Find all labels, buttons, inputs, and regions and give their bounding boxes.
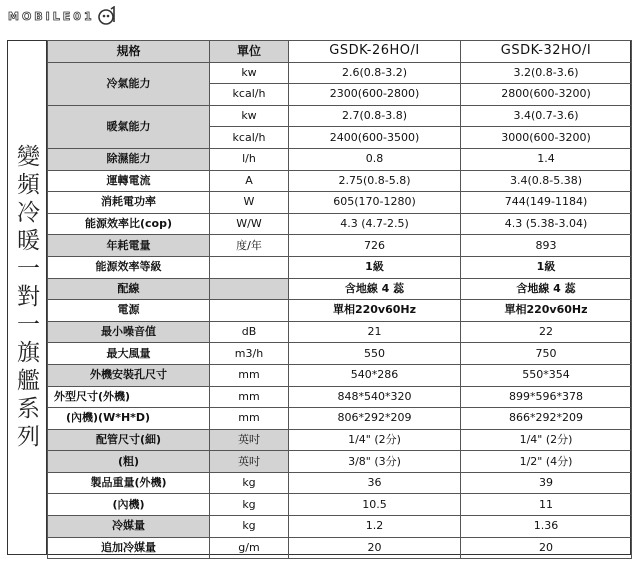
row-unit: W/W xyxy=(210,213,289,235)
value-model-a: 605(170-1280) xyxy=(289,192,461,214)
row-label: 能源效率比(cop) xyxy=(48,213,210,235)
table-header-row xyxy=(48,41,632,63)
row-unit: 度/年 xyxy=(210,235,289,257)
row-label: 除濕能力 xyxy=(48,148,210,170)
value-model-b: 744(149-1184) xyxy=(461,192,632,214)
watermark-text: MOBILE01 xyxy=(8,9,95,23)
value-model-a: 1.2 xyxy=(289,516,461,538)
value-model-b: 1級 xyxy=(461,256,632,278)
table-row xyxy=(48,429,632,451)
row-label: 年耗電量 xyxy=(48,235,210,257)
row-label: 外型尺寸(外機) xyxy=(48,386,210,408)
value-model-b: 20 xyxy=(461,537,632,559)
table-row xyxy=(48,537,632,559)
table-row xyxy=(48,192,632,214)
row-label: 電源 xyxy=(48,300,210,322)
header-model-a: GSDK-26HO/I xyxy=(289,41,461,63)
row-unit: kg xyxy=(210,516,289,538)
value-model-b: 39 xyxy=(461,472,632,494)
value-model-b: 3000(600-3200) xyxy=(461,127,632,149)
value-model-b: 1.4 xyxy=(461,148,632,170)
row-unit xyxy=(210,278,289,300)
series-title xyxy=(7,40,47,555)
table-row xyxy=(48,364,632,386)
row-unit: dB xyxy=(210,321,289,343)
row-label: (內機)(W*H*D) xyxy=(48,408,210,430)
row-label: (內機) xyxy=(48,494,210,516)
row-label: 製品重量(外機) xyxy=(48,472,210,494)
row-unit: kw xyxy=(210,105,289,127)
value-model-b: 1/4" (2分) xyxy=(461,429,632,451)
value-model-b: 3.4(0.8-5.38) xyxy=(461,170,632,192)
table-row xyxy=(48,235,632,257)
value-model-a: 2.7(0.8-3.8) xyxy=(289,105,461,127)
table-row xyxy=(48,170,632,192)
row-label: (粗) xyxy=(48,451,210,473)
value-model-a: 3/8" (3分) xyxy=(289,451,461,473)
table-row xyxy=(48,105,632,127)
row-label: 配管尺寸(細) xyxy=(48,429,210,451)
value-model-b: 2800(600-3200) xyxy=(461,84,632,106)
value-model-a: 含地線 4 蕊 xyxy=(289,278,461,300)
value-model-b: 1/2" (4分) xyxy=(461,451,632,473)
value-model-b: 1.36 xyxy=(461,516,632,538)
row-unit: kcal/h xyxy=(210,84,289,106)
row-unit: m3/h xyxy=(210,343,289,365)
value-model-a: 1/4" (2分) xyxy=(289,429,461,451)
value-model-a: 806*292*209 xyxy=(289,408,461,430)
table-row xyxy=(48,148,632,170)
row-label: 外機安裝孔尺寸 xyxy=(48,364,210,386)
value-model-b: 893 xyxy=(461,235,632,257)
value-model-b: 550*354 xyxy=(461,364,632,386)
table-row xyxy=(48,516,632,538)
row-unit: mm xyxy=(210,408,289,430)
row-unit: kcal/h xyxy=(210,127,289,149)
table-row xyxy=(48,494,632,516)
table-row xyxy=(48,408,632,430)
value-model-a: 36 xyxy=(289,472,461,494)
row-label: 能源效率等級 xyxy=(48,256,210,278)
row-unit: mm xyxy=(210,364,289,386)
row-unit: g/m xyxy=(210,537,289,559)
row-unit: A xyxy=(210,170,289,192)
table-row xyxy=(48,256,632,278)
value-model-b: 22 xyxy=(461,321,632,343)
row-unit: kg xyxy=(210,494,289,516)
row-unit xyxy=(210,300,289,322)
value-model-a: 單相220v60Hz xyxy=(289,300,461,322)
table-row xyxy=(48,300,632,322)
value-model-b: 3.4(0.7-3.6) xyxy=(461,105,632,127)
value-model-b: 866*292*209 xyxy=(461,408,632,430)
value-model-a: 0.8 xyxy=(289,148,461,170)
series-title-text: 變頻冷暖一對一旗艦系列 xyxy=(13,143,39,452)
value-model-a: 2.6(0.8-3.2) xyxy=(289,62,461,84)
row-unit: W xyxy=(210,192,289,214)
value-model-b: 3.2(0.8-3.6) xyxy=(461,62,632,84)
value-model-b: 單相220v60Hz xyxy=(461,300,632,322)
value-model-a: 10.5 xyxy=(289,494,461,516)
row-label: 冷氣能力 xyxy=(48,62,210,105)
row-label: 追加冷媒量 xyxy=(48,537,210,559)
row-label: 最大風量 xyxy=(48,343,210,365)
value-model-b: 含地線 4 蕊 xyxy=(461,278,632,300)
watermark xyxy=(8,6,117,26)
table-row xyxy=(48,213,632,235)
row-unit: mm xyxy=(210,386,289,408)
table-row xyxy=(48,343,632,365)
table-row xyxy=(48,278,632,300)
table-row xyxy=(48,472,632,494)
row-unit: kw xyxy=(210,62,289,84)
value-model-a: 2400(600-3500) xyxy=(289,127,461,149)
value-model-a: 1級 xyxy=(289,256,461,278)
row-unit: 英吋 xyxy=(210,451,289,473)
value-model-a: 726 xyxy=(289,235,461,257)
value-model-a: 848*540*320 xyxy=(289,386,461,408)
value-model-a: 2.75(0.8-5.8) xyxy=(289,170,461,192)
row-unit: kg xyxy=(210,472,289,494)
value-model-a: 21 xyxy=(289,321,461,343)
row-label: 運轉電流 xyxy=(48,170,210,192)
header-unit: 單位 xyxy=(210,41,289,63)
table-row xyxy=(48,386,632,408)
value-model-a: 4.3 (4.7-2.5) xyxy=(289,213,461,235)
row-label: 最小噪音值 xyxy=(48,321,210,343)
row-label: 暖氣能力 xyxy=(48,105,210,148)
spec-table xyxy=(47,40,632,559)
table-row xyxy=(48,321,632,343)
value-model-a: 20 xyxy=(289,537,461,559)
value-model-b: 4.3 (5.38-3.04) xyxy=(461,213,632,235)
value-model-b: 750 xyxy=(461,343,632,365)
value-model-b: 11 xyxy=(461,494,632,516)
value-model-a: 550 xyxy=(289,343,461,365)
row-label: 配線 xyxy=(48,278,210,300)
value-model-b: 899*596*378 xyxy=(461,386,632,408)
value-model-a: 2300(600-2800) xyxy=(289,84,461,106)
row-label: 冷媒量 xyxy=(48,516,210,538)
table-row xyxy=(48,451,632,473)
row-label: 消耗電功率 xyxy=(48,192,210,214)
header-spec: 規格 xyxy=(48,41,210,63)
row-unit: l/h xyxy=(210,148,289,170)
value-model-a: 540*286 xyxy=(289,364,461,386)
row-unit: 英吋 xyxy=(210,429,289,451)
row-unit xyxy=(210,256,289,278)
watermark-logo-icon xyxy=(97,6,117,26)
table-row xyxy=(48,62,632,84)
header-model-b: GSDK-32HO/I xyxy=(461,41,632,63)
